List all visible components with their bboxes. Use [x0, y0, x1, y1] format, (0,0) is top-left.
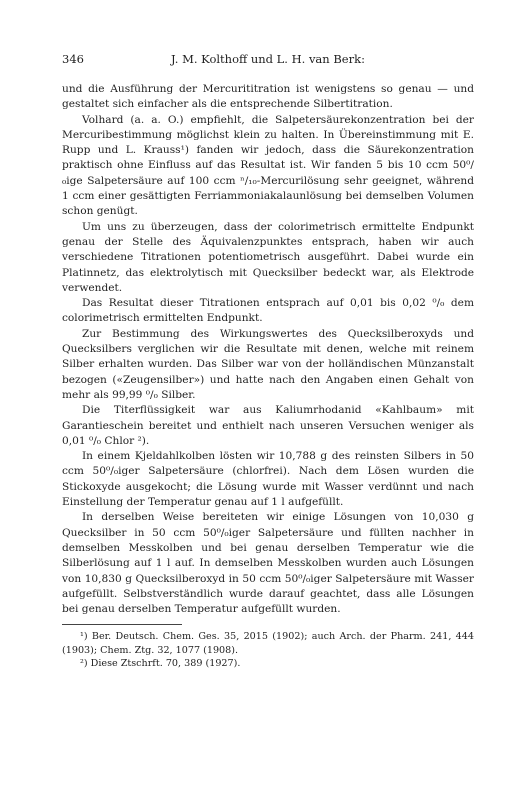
body-text	[62, 82, 474, 617]
footnotes	[62, 630, 474, 670]
paragraph-2: Volhard (a. a. O.) empfiehlt, die Salpetersäurekonzentration bei der Mercuribestimmung möglichst klein zu halten. In Übereinstimmung mit E. Rupp und L. Krauss¹) fanden wir jedoch, dass die Säurekonzentration praktisch ohne Einfluss auf das Resultat ist. Wir fanden 5 bis 10 ccm 50⁰/₀ige Salpetersäure auf 100 ccm ⁿ/₁₀-Mercurilösung sehr geeignet, während 1 ccm einer gesättigten Ferriammoniakalaunlösung bei demselben Volumen schon genügt.	[62, 113, 474, 218]
footnote-rule	[62, 624, 182, 625]
paragraph-4: Das Resultat dieser Titrationen entsprach auf 0,01 bis 0,02 ⁰/₀ dem colorimetrisch ermittelten Endpunkt.	[62, 297, 474, 325]
footnote-2: ²) Diese Ztschrft. 70, 389 (1927).	[80, 657, 241, 669]
paragraph-7: In einem Kjeldahlkolben lösten wir 10,788 g des reinsten Silbers in 50 ccm 50⁰/₀iger Salpetersäure (chlorfrei). Nach dem Lösen wurden die Stickoxyde ausgekocht; die Lösung wurde mit Wasser verdünnt und nach Einstellung der Temperatur genau auf 1 l aufgefüllt.	[62, 450, 474, 509]
running-head: J. M. Kolthoff und L. H. van Berk:	[171, 52, 365, 66]
paragraph-3: Um uns zu überzeugen, dass der colorimetrisch ermittelte Endpunkt genau der Stelle des Äquivalenzpunktes entsprach, haben wir auch verschiedene Titrationen potentiometrisch ausgeführt. Dabei wurde ein Platinnetz, das elektrolytisch mit Quecksilber bedeckt war, als Elektrode verwendet.	[62, 220, 474, 294]
footnote-1: ¹) Ber. Deutsch. Chem. Ges. 35, 2015 (1902); auch Arch. der Pharm. 241, 444 (1903); Chem. Ztg. 32, 1077 (1908).	[62, 631, 474, 656]
paragraph-1: und die Ausführung der Mercurititration ist wenigstens so genau — und gestaltet sich einfacher als die entsprechende Silbertitration.	[62, 83, 474, 111]
paragraph-8: In derselben Weise bereiteten wir einige Lösungen von 10,030 g Quecksilber in 50 ccm 50⁰/₀iger Salpetersäure und füllten nachher in demselben Messkolben und bei genau derselben Temperatur wie die Silberlösung auf 1 l auf. In demselben Messkolben wurden auch Lösungen von 10,830 g Quecksilberoxyd in 50 ccm 50⁰/₀iger Salpetersäure mit Wasser aufgefüllt. Selbstverständlich wurde darauf geachtet, dass alle Lösungen bei genau derselben Temperatur aufgefüllt wurden.	[62, 511, 474, 616]
page-header	[62, 52, 474, 68]
page-number: 346	[62, 52, 84, 66]
page	[62, 52, 474, 670]
paragraph-6: Die Titerflüssigkeit war aus Kaliumrhodanid «Kahlbaum» mit Garantieschein bereitet und enthielt nach unseren Versuchen weniger als 0,01 ⁰/₀ Chlor ²).	[62, 404, 474, 447]
paragraph-5: Zur Bestimmung des Wirkungswertes des Quecksilberoxyds und Quecksilbers verglichen wir die Resultate mit denen, welche mit reinem Silber erhalten wurden. Das Silber war von der holländischen Münzanstalt bezogen («Zeugensilber») und hatte nach den Angaben einen Gehalt von mehr als 99,99 ⁰/₀ Silber.	[62, 327, 474, 401]
